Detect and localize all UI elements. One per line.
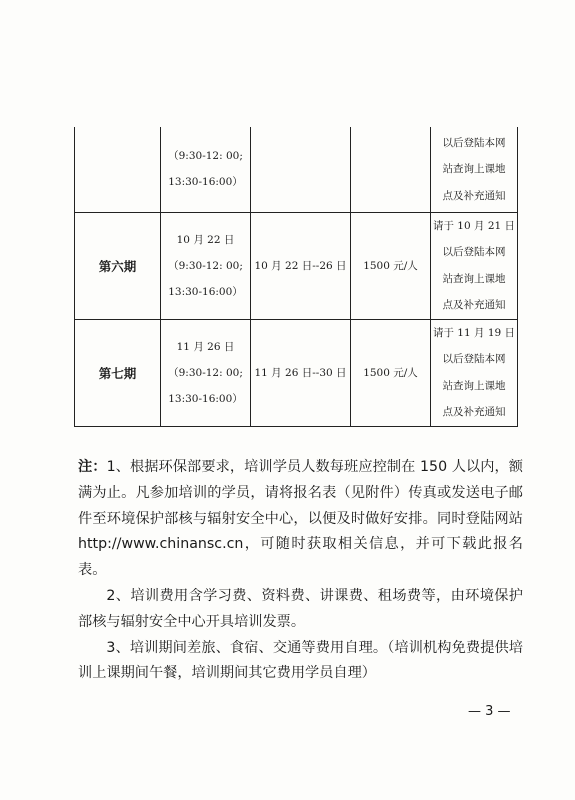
date-range-cell bbox=[251, 127, 351, 212]
time-line: （9:30-12: 00; bbox=[168, 150, 243, 163]
time-line: 10 月 22 日 bbox=[176, 233, 235, 246]
note-line: 以后登陆本网 bbox=[442, 136, 506, 149]
note-cell bbox=[431, 212, 518, 319]
note-line: 以后登陆本网 bbox=[442, 353, 506, 365]
note-line: 请于 10 月 21 日 bbox=[432, 219, 516, 232]
note-item-1-text: 1、根据环保部要求，培训学员人数每班应控制在 150 人以内，额满为止。凡参加培训的学员，请将报名表（见附件）传真或发送电子邮件至环境保护部核与辐射安全中心，以便及时做好安排。同时登陆网站 http://www.chinansc.cn，可随时获取相关信息，并可下载此报名表。 bbox=[78, 459, 523, 579]
table-row bbox=[75, 212, 518, 319]
period-cell bbox=[75, 127, 161, 212]
time-cell bbox=[161, 127, 251, 212]
period-cell: 第六期 bbox=[75, 212, 161, 319]
note-line: 站查询上课地 bbox=[442, 379, 506, 392]
period-cell: 第七期 bbox=[75, 319, 161, 426]
note-line: 点及补充通知 bbox=[442, 406, 506, 418]
date-range-cell: 10 月 22 日--26 日 bbox=[251, 212, 351, 319]
note-cell bbox=[431, 127, 518, 212]
time-line: 13:30-16:00） bbox=[168, 176, 243, 189]
time-line: （9:30-12: 00; bbox=[168, 259, 243, 272]
note-label: 注： bbox=[78, 459, 107, 475]
note-item-2: 2、培训费用含学习费、资料费、讲课费、租场费等，由环境保护部核与辐射安全中心开具培训发票。 bbox=[78, 587, 523, 630]
note-cell bbox=[431, 319, 518, 426]
time-line: 13:30-16:00） bbox=[168, 392, 243, 405]
note-line: 以后登陆本网 bbox=[442, 246, 506, 258]
fee-cell: 1500 元/人 bbox=[351, 319, 431, 426]
note-line: 点及补充通知 bbox=[442, 299, 506, 311]
note-item-3: 3、培训期间差旅、食宿、交通等费用自理。（培训机构免费提供培训上课期间午餐，培训期间其它费用学员自理） bbox=[78, 639, 523, 682]
time-cell bbox=[161, 319, 251, 426]
time-line: 13:30-16:00） bbox=[168, 285, 243, 298]
schedule-table bbox=[74, 127, 518, 427]
time-line: （9:30-12: 00; bbox=[168, 366, 243, 379]
note-item-1 bbox=[78, 455, 523, 584]
time-cell bbox=[161, 212, 251, 319]
table-row bbox=[75, 127, 518, 212]
note-line: 请于 11 月 19 日 bbox=[432, 326, 516, 339]
notes-section bbox=[78, 455, 523, 687]
note-line: 点及补充通知 bbox=[442, 189, 506, 202]
table-row bbox=[75, 319, 518, 426]
note-line: 站查询上课地 bbox=[442, 163, 506, 175]
note-line: 站查询上课地 bbox=[442, 272, 506, 285]
page-number: — 3 — bbox=[468, 704, 511, 719]
fee-cell bbox=[351, 127, 431, 212]
fee-cell: 1500 元/人 bbox=[351, 212, 431, 319]
time-line: 11 月 26 日 bbox=[176, 340, 235, 353]
date-range-cell: 11 月 26 日--30 日 bbox=[251, 319, 351, 426]
